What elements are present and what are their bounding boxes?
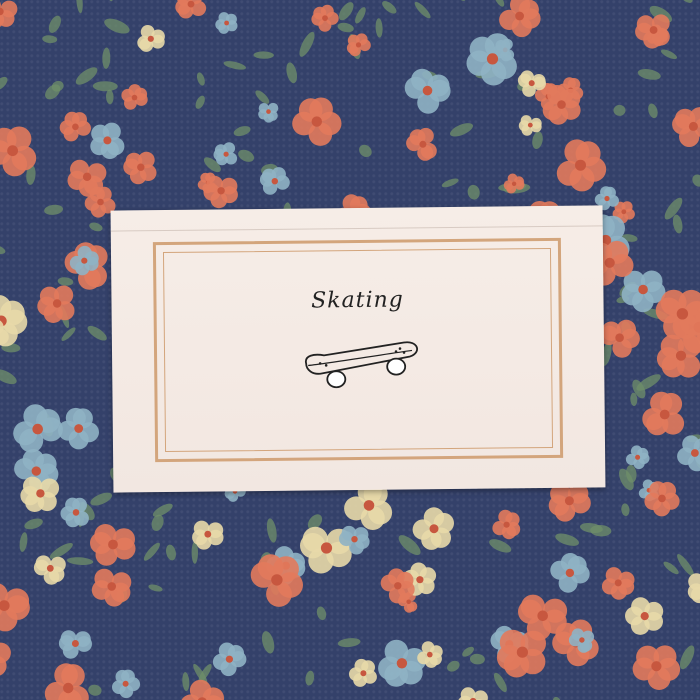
- flower: [137, 25, 165, 52]
- flower: [0, 583, 30, 632]
- leaf: [531, 131, 544, 150]
- flower: [123, 152, 156, 185]
- flower: [347, 33, 371, 56]
- leaf: [470, 653, 486, 665]
- flower: [20, 477, 59, 512]
- leaf: [85, 323, 109, 343]
- leaf: [304, 670, 315, 686]
- flower: [260, 167, 290, 195]
- flower: [543, 85, 581, 125]
- leaf: [660, 48, 679, 61]
- leaf: [46, 14, 63, 35]
- flower: [602, 567, 635, 600]
- leaf: [441, 177, 460, 189]
- leaf: [467, 184, 481, 201]
- leaf: [93, 81, 118, 91]
- leaf: [647, 102, 660, 119]
- leaf: [613, 105, 625, 116]
- leaf: [675, 0, 695, 5]
- flower: [413, 507, 454, 550]
- leaf: [253, 51, 274, 59]
- flower: [58, 408, 99, 450]
- leaf: [375, 18, 383, 38]
- leaf: [260, 630, 277, 655]
- leaf: [337, 637, 361, 648]
- leaf: [380, 0, 399, 16]
- flower: [213, 643, 247, 677]
- flower: [258, 103, 278, 123]
- leaf: [690, 172, 700, 189]
- leaf: [551, 696, 562, 700]
- leaf: [102, 16, 131, 37]
- flower: [60, 112, 91, 142]
- leaf: [336, 0, 356, 23]
- flower: [34, 555, 66, 584]
- flower: [635, 14, 670, 48]
- flower: [549, 483, 591, 521]
- leaf: [265, 518, 278, 544]
- flower: [175, 0, 206, 19]
- leaf: [195, 71, 206, 86]
- leaf: [75, 0, 83, 14]
- flower: [61, 498, 89, 528]
- flower: [13, 404, 63, 452]
- leaf: [413, 0, 433, 20]
- flower: [349, 659, 377, 687]
- leaf: [621, 503, 630, 517]
- flower: [311, 5, 338, 32]
- flower: [45, 663, 89, 700]
- leaf: [232, 124, 251, 138]
- leaf: [492, 0, 506, 8]
- flower: [672, 107, 700, 147]
- leaf: [448, 120, 475, 139]
- flower: [557, 139, 606, 191]
- flower: [92, 569, 132, 607]
- flower: [458, 687, 488, 700]
- leaf: [151, 501, 174, 519]
- flower: [204, 176, 238, 208]
- leaf: [491, 671, 509, 694]
- flower: [292, 98, 341, 146]
- leaf: [637, 67, 662, 81]
- skateboard-icon: [300, 332, 421, 393]
- leaf: [487, 536, 513, 555]
- leaf: [42, 35, 58, 44]
- flower: [633, 645, 681, 690]
- flower: [59, 630, 92, 658]
- flower: [90, 524, 136, 566]
- leaf: [353, 6, 368, 25]
- leaf: [285, 61, 299, 84]
- leaf: [106, 89, 114, 104]
- leaf: [67, 556, 94, 565]
- label-card: [111, 205, 606, 492]
- leaf: [315, 605, 327, 621]
- leaf: [554, 531, 581, 548]
- leaf: [236, 147, 256, 164]
- card-title: Skating: [311, 287, 404, 314]
- flower: [656, 290, 700, 340]
- leaf: [148, 583, 164, 593]
- leaf: [445, 659, 462, 674]
- flower: [677, 435, 700, 471]
- flower: [492, 510, 520, 539]
- leaf: [671, 214, 683, 234]
- leaf: [677, 643, 697, 671]
- flower: [550, 553, 589, 593]
- flower: [90, 123, 124, 159]
- leaf: [142, 541, 163, 563]
- flower: [37, 286, 74, 324]
- leaf: [182, 672, 190, 691]
- leaf: [0, 74, 10, 92]
- flower: [657, 335, 700, 378]
- flower: [121, 84, 147, 110]
- flower: [214, 142, 238, 165]
- leaf: [455, 0, 468, 3]
- flower: [251, 554, 303, 607]
- leaf: [57, 277, 73, 287]
- leaf: [18, 532, 28, 553]
- leaf: [44, 204, 64, 216]
- leaf: [102, 0, 115, 2]
- flower: [406, 128, 437, 161]
- leaf: [223, 59, 247, 71]
- card-fold-line: [111, 225, 603, 231]
- flower: [405, 69, 451, 114]
- flower: [0, 0, 17, 28]
- flower: [112, 670, 140, 699]
- leaf: [194, 94, 207, 110]
- leaf: [297, 30, 318, 59]
- flower: [642, 392, 684, 436]
- leaf: [87, 683, 102, 697]
- flower: [499, 0, 541, 37]
- leaf: [60, 326, 78, 343]
- leaf: [165, 544, 178, 562]
- leaf: [0, 242, 6, 256]
- leaf: [662, 560, 681, 577]
- leaf: [0, 366, 19, 387]
- flower: [688, 571, 700, 603]
- flower: [625, 597, 663, 635]
- leaf: [337, 21, 355, 33]
- flower: [0, 639, 11, 678]
- flower: [215, 12, 237, 34]
- leaf: [102, 47, 111, 69]
- leaf: [357, 142, 375, 159]
- leaf: [89, 490, 114, 508]
- leaf: [23, 516, 44, 531]
- flower: [378, 640, 426, 687]
- leaf: [88, 221, 104, 233]
